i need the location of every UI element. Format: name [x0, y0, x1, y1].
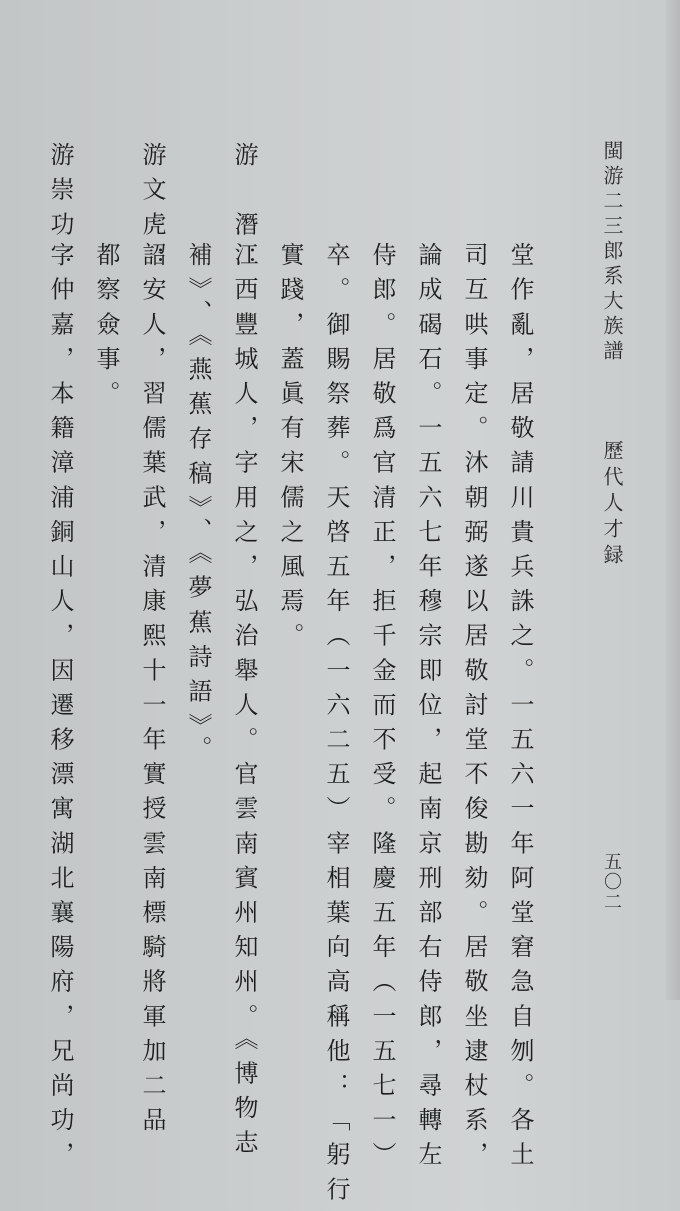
text-column-2: 司互哄事定。沐朝弼遂以居敬討堂不俊勘劾。居敬坐逮杖系，	[460, 242, 488, 1177]
text-column-9: 詔安人，習儒葉武，清康熙十一年實授雲南標騎將軍加二品	[138, 242, 166, 1142]
text-column-5: 卒。御賜祭葬。天啓五年（一六二五）宰相葉向高稱他：「躬行	[322, 242, 350, 1211]
text-column-3: 論成碣石。一五六七年穆宗即位，起南京刑部右侍郎，尋轉左	[414, 242, 442, 1177]
text-column-10: 都察僉事。	[92, 242, 120, 415]
text-column-8: 補》、《燕蕉存稿》、《夢蕉詩語》。	[184, 242, 212, 771]
entry-name-you-chonggong: 游崇功：	[46, 142, 74, 281]
text-column-7: 江西豐城人，字用之，弘治舉人。官雲南賓州知州。《博物志	[230, 242, 258, 1165]
page-number: 五〇二	[601, 852, 622, 912]
section-title: 歷代人才録	[600, 440, 624, 570]
entry-name-you-qian: 游 潛：	[230, 142, 258, 281]
entry-name-you-wenhu: 游文虎：	[138, 142, 166, 281]
text-column-11: 字仲嘉，本籍漳浦銅山人，因遷移漂寓湖北襄陽府，兄尚功，	[46, 242, 74, 1177]
page-edge	[666, 0, 680, 1000]
text-column-6: 實踐，蓋眞有宋儒之風焉。	[276, 242, 304, 658]
book-title: 閩游二三郎系大族譜	[600, 140, 624, 365]
text-column-1: 堂作亂，居敬請川貴兵誅之。一五六一年阿堂窘急自刎。各土	[506, 242, 534, 1177]
text-column-4: 侍郎。居敬爲官清正，拒千金而不受。隆慶五年（一五七一）	[368, 242, 396, 1177]
